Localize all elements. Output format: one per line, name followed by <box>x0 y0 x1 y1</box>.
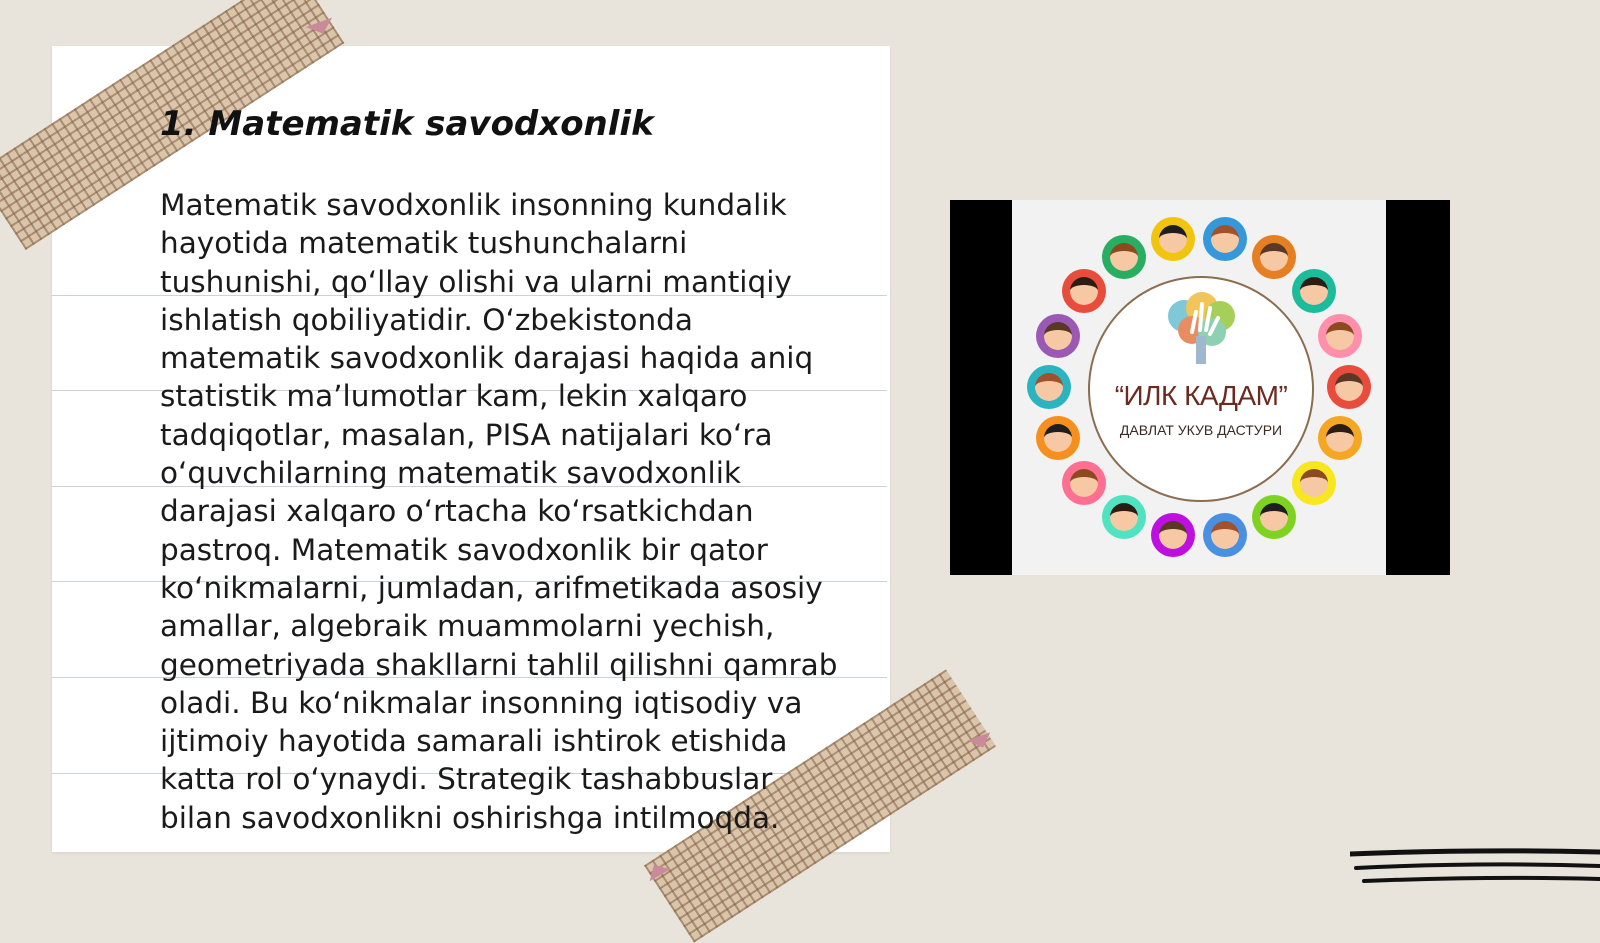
child-face <box>1110 503 1138 531</box>
child-figure <box>1252 235 1296 279</box>
child-face <box>1035 373 1063 401</box>
child-figure <box>1318 314 1362 358</box>
child-figure <box>1203 513 1247 557</box>
ilk-qadam-image <box>950 200 1450 575</box>
logo-circle <box>1088 276 1314 502</box>
child-figure <box>1036 416 1080 460</box>
child-figure <box>1062 461 1106 505</box>
child-figure <box>1318 416 1362 460</box>
child-face <box>1260 243 1288 271</box>
child-face <box>1070 469 1098 497</box>
logo-subtitle: ДАВЛАТ УКУВ ДАСТУРИ <box>1119 422 1283 438</box>
child-figure <box>1027 365 1071 409</box>
child-face <box>1159 225 1187 253</box>
child-figure <box>1292 461 1336 505</box>
child-face <box>1211 225 1239 253</box>
child-face <box>1300 469 1328 497</box>
slide-body-text: Matematik savodxonlik insonning kundalik hayotida matematik tushunchalarni tushunishi, qo‘llay olishi va ularni mantiqiy ishlatish qobiliyatidir. O‘zbekistonda matematik savodxonlik darajasi haqida aniq statistik ma’lumotlar kam, lekin xalqaro tadqiqotlar, masalan, PISA natijalari ko‘ra o‘quvchilarning matematik savodxonlik darajasi xalqaro o‘rtacha ko‘rsatkichdan pastroq. Matematik savodxonlik bir qator ko‘nikmalarni, jumladan, arifmetikada asosiy amallar, algebraik muammolarni yechish, geometriyada shakllarni tahlil qilishni qamrab oladi. Bu ko‘nikmalar insonning iqtisodiy va ijtimoiy hayotida samarali ishtirok etishida katta rol o‘ynaydi. Strategik tashabbuslar bilan savodxonlikni oshirishga intilmoqda. <box>160 188 838 835</box>
child-figure <box>1036 314 1080 358</box>
tree-hand-icon <box>1162 292 1240 370</box>
child-face <box>1044 424 1072 452</box>
child-face <box>1211 521 1239 549</box>
child-face <box>1159 521 1187 549</box>
child-figure <box>1151 513 1195 557</box>
child-figure <box>1102 495 1146 539</box>
child-face <box>1335 373 1363 401</box>
child-face <box>1326 322 1354 350</box>
child-figure <box>1203 217 1247 261</box>
child-face <box>1070 277 1098 305</box>
logo-title: “ИЛК КАДАМ” <box>1114 380 1288 411</box>
image-canvas <box>1012 200 1386 575</box>
child-face <box>1110 243 1138 271</box>
slide-title: 1. Matematik savodxonlik <box>160 104 654 144</box>
child-figure <box>1062 269 1106 313</box>
child-face <box>1044 322 1072 350</box>
child-face <box>1326 424 1354 452</box>
child-figure <box>1151 217 1195 261</box>
child-figure <box>1292 269 1336 313</box>
child-figure <box>1252 495 1296 539</box>
child-figure <box>1327 365 1371 409</box>
decorative-brush-strokes <box>1350 848 1600 898</box>
child-figure <box>1102 235 1146 279</box>
child-face <box>1260 503 1288 531</box>
child-face <box>1300 277 1328 305</box>
